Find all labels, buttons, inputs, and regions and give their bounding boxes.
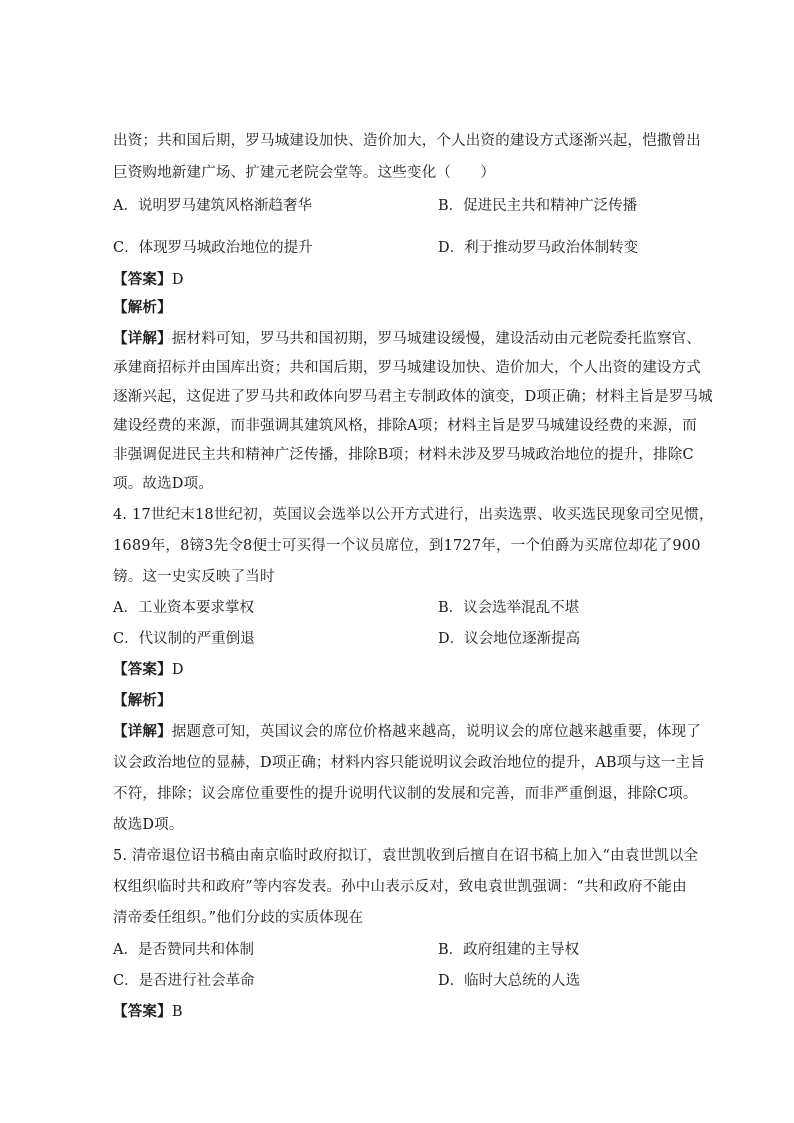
q5-stem-line-3: 清帝委任组织。”他们分歧的实质体现在 (113, 910, 364, 926)
q4-stem-line-3: 镑。这一史实反映了当时 (113, 569, 275, 585)
q4-detail-line-4: 故选D项。 (113, 817, 184, 833)
q3-analysis-label: 【解析】 (113, 299, 172, 316)
detail-text: 据材料可知，罗马共和国初期，罗马城建设缓慢，建设活动由元老院委托监察官、 (171, 331, 702, 347)
q4-detail-line-1 (113, 722, 702, 742)
q4-option-d: D．议会地位逐渐提高 (438, 631, 581, 647)
q3-option-b: B．促进民主共和精神广泛传播 (438, 198, 638, 214)
answer-value: D (171, 272, 184, 288)
q3-answer (113, 270, 693, 290)
q5-option-b: B．政府组建的主导权 (438, 942, 580, 958)
answer-value: D (171, 662, 184, 678)
q3-option-d: D．利于推动罗马政治体制转变 (438, 240, 639, 256)
q3-stem-line-1: 出资；共和国后期，罗马城建设加快、造价加大，个人出资的建设方式逐渐兴起，恺撒曾出 (113, 133, 701, 149)
q3-detail-line-4: 建设经费的来源，而非强调其建筑风格，排除A项；材料主旨是罗马城建设经费的来源，而 (113, 418, 697, 434)
q3-detail-line-1 (113, 329, 702, 349)
answer-value: B (171, 1004, 183, 1020)
q5-stem-line-1: 5. 清帝退位诏书稿由南京临时政府拟订，袁世凯收到后擅自在诏书稿上加入“由袁世凯以全 (113, 848, 699, 864)
q4-answer (113, 660, 693, 680)
detail-tag: 【详解】 (113, 330, 172, 347)
q3-detail-line-2: 承建商招标并由国库出资；共和国后期，罗马城建设加快、造价加大，个人出资的建设方式 (113, 360, 701, 376)
q5-answer (113, 1002, 693, 1022)
q3-detail-line-6: 项。故选D项。 (113, 476, 214, 492)
q3-stem-line-2: 巨资购地新建广场、扩建元老院会堂等。这些变化（ ） (113, 165, 496, 181)
q5-option-a: A．是否赞同共和体制 (113, 942, 254, 958)
q4-stem-line-1: 4. 17世纪末18世纪初，英国议会选举以公开方式进行，出卖选票、收买选民现象司空见惯， (113, 507, 714, 523)
q3-detail-line-5: 非强调促进民主共和精神广泛传播，排除B项；材料未涉及罗马城政治地位的提升，排除C (113, 447, 694, 463)
q4-detail-line-3: 不符，排除；议会席位重要性的提升说明代议制的发展和完善，而非严重倒退，排除C项。 (113, 786, 698, 802)
answer-tag: 【答案】 (113, 1003, 172, 1020)
detail-tag: 【详解】 (113, 723, 172, 740)
q4-stem-line-2: 1689年，8镑3先令8便士可买得一个议员席位，到1727年，一个伯爵为买席位却花了900 (113, 538, 701, 554)
q5-option-d: D．临时大总统的人选 (438, 973, 581, 989)
q4-detail-line-2: 议会政治地位的显赫，D项正确；材料内容只能说明议会政治地位的提升，AB项与这一主旨 (113, 755, 705, 771)
q4-analysis-label: 【解析】 (113, 692, 172, 709)
q3-detail-line-3: 逐渐兴起，这促进了罗马共和政体向罗马君主专制政体的演变，D项正确；材料主旨是罗马城 (113, 389, 713, 405)
q3-option-c: C．体现罗马城政治地位的提升 (113, 240, 313, 256)
q4-option-c: C．代议制的严重倒退 (113, 631, 255, 647)
q3-option-a: A．说明罗马建筑风格渐趋奢华 (113, 198, 312, 214)
q5-stem-line-2: 权组织临时共和政府”等内容发表。孙中山表示反对，致电袁世凯强调：“共和政府不能由 (113, 879, 687, 895)
q5-option-c: C．是否进行社会革命 (113, 973, 255, 989)
q4-option-b: B．议会选举混乱不堪 (438, 600, 580, 616)
answer-tag: 【答案】 (113, 661, 172, 678)
q4-option-a: A．工业资本要求掌权 (113, 600, 254, 616)
answer-tag: 【答案】 (113, 271, 172, 288)
detail-text: 据题意可知，英国议会的席位价格越来越高，说明议会的席位越来越重要，体现了 (171, 724, 702, 740)
